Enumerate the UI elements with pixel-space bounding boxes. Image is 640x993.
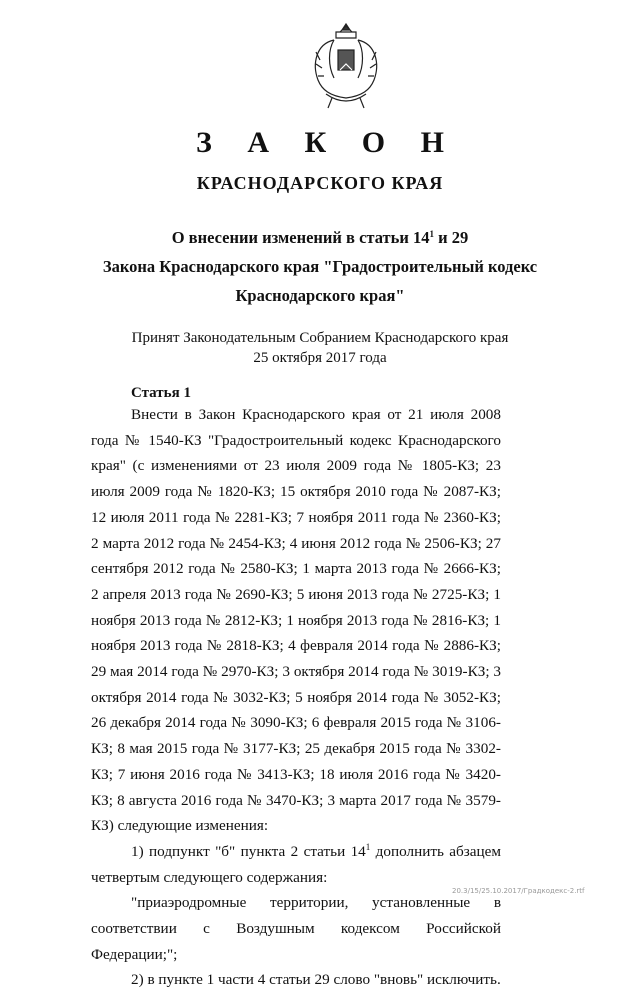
- subject-line-2: Закона Краснодарского края "Градостроительный кодекс: [102, 257, 538, 276]
- adoption-body: Принят Законодательным Собранием Краснодарского края: [131, 330, 509, 346]
- amendment-quote: "приаэродромные территории, установленные в соответствии с Воздушным кодексом Российской Федерации;";: [91, 894, 501, 963]
- article-intro-paragraph: Внести в Закон Краснодарского края от 21 июля 2008 года № 1540-КЗ "Градостроительный кодекс Краснодарского края" (с изменениями от 23 июля 2009 года № 1805-КЗ; 23 июля 2009 года № 1820-КЗ; 15 октября 2010 года № 2087-КЗ; 12 июля 2011 года № 2281-КЗ; 7 ноября 2011 года № 2360-КЗ; 2 марта 2012 года № 2454-КЗ; 4 июня 2012 года № 2506-КЗ; 27 сентября 2012 года № 2580-КЗ; 1 марта 2013 года № 2666-КЗ; 2 апреля 2013 года № 2690-КЗ; 5 июня 2013 года № 2725-КЗ; 1 ноября 2013 года № 2812-КЗ; 1 ноября 2013 года № 2816-КЗ; 1 ноября 2013 года № 2818-КЗ; 4 февраля 2014 года № 2886-КЗ; 29 мая 2014 года № 2970-КЗ; 3 октября 2014 года № 3019-КЗ; 3 октября 2014 года № 3032-КЗ; 5 ноября 2014 года № 3052-КЗ; 26 декабря 2014 года № 3090-КЗ; 6 февраля 2015 года № 3106-КЗ; 8 мая 2015 года № 3177-КЗ; 25 декабря 2015 года № 3302-КЗ; 7 июня 2016 года № 3413-КЗ; 18 июля 2016 года № 3420-КЗ; 8 августа 2016 года № 3470-КЗ; 3 марта 2017 года № 3579-КЗ) следующие изменения:: [91, 406, 501, 835]
- region-title: КРАСНОДАРСКОГО КРАЯ: [196, 173, 444, 193]
- amendment-item-2: 2) в пункте 1 части 4 статьи 29 слово "вновь" исключить.: [131, 971, 501, 989]
- amendment-item-1: 1) подпункт "б" пункта 2 статьи $14^1$ дополнить абзацем четвертым следующего содержания:: [91, 841, 501, 886]
- subject-line-3: Краснодарского края": [235, 286, 405, 305]
- coat-of-arms-emblem: [310, 20, 382, 112]
- subject-line-1: О внесении изменений в статьи $14^1$ и 29: [171, 228, 469, 247]
- article-heading: Статья 1: [131, 385, 191, 401]
- law-title: З А К О Н: [196, 126, 458, 159]
- article-body: [91, 402, 501, 993]
- file-path-footer: 20.3/15/25.10.2017/Градкодекс-2.rtf: [452, 887, 585, 895]
- adoption-date: 25 октября 2017 года: [253, 350, 387, 366]
